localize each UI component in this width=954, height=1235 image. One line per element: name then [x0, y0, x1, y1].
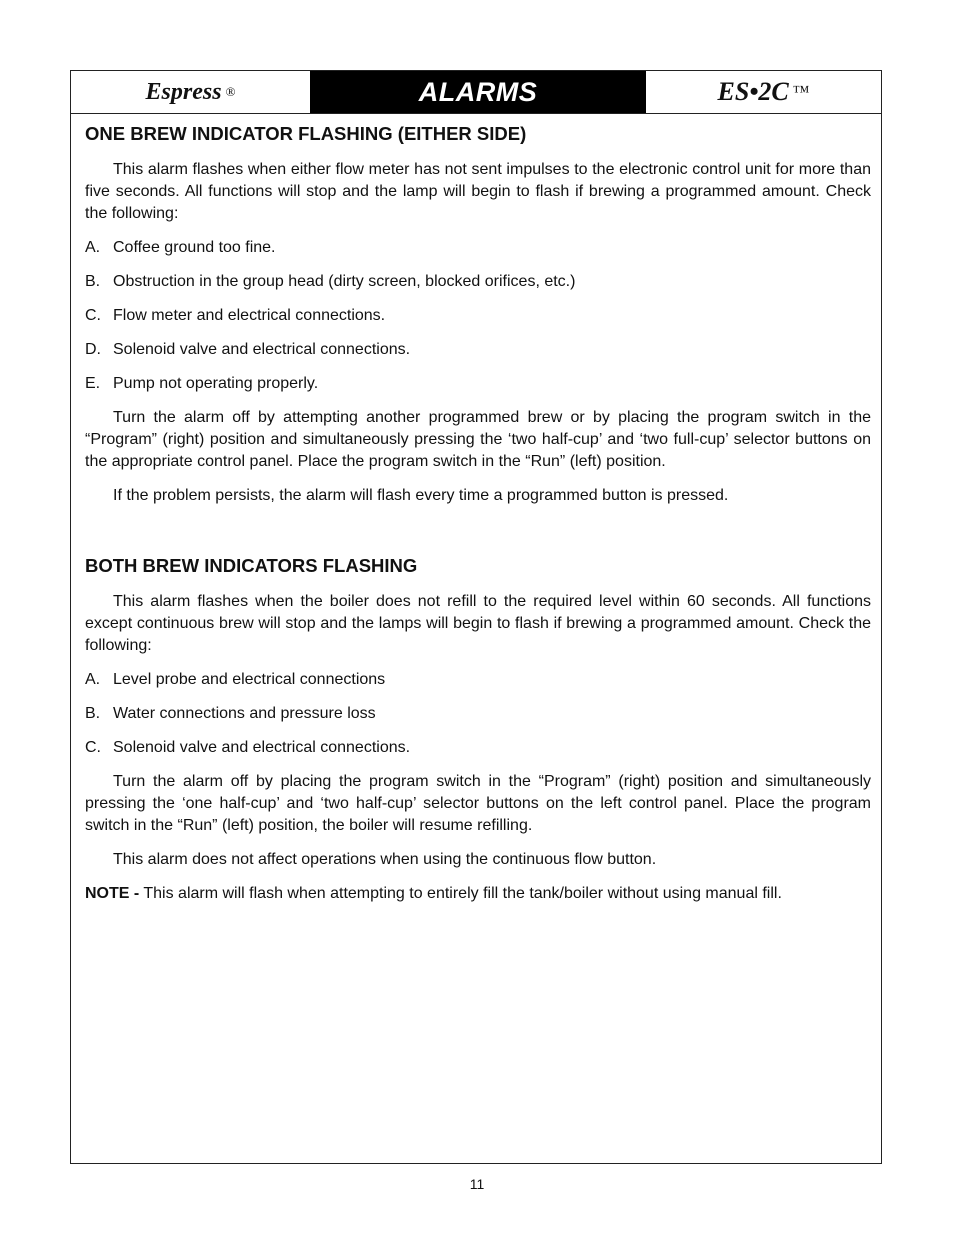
registered-mark: ® [225, 84, 236, 99]
checklist [85, 669, 871, 759]
list-item [85, 737, 871, 759]
list-label: A. [85, 239, 101, 256]
list-text: Flow meter and electrical connections. [113, 307, 386, 324]
note-label: NOTE - [85, 885, 140, 902]
page-frame [70, 70, 882, 1164]
page-title: ALARMS [310, 71, 646, 113]
list-item [85, 373, 871, 395]
list-item [85, 669, 871, 691]
list-label: E. [85, 375, 101, 392]
section-paragraph: Turn the alarm off by attempting another programmed brew or by placing the program switch in the “Program” (right) position and simultaneously pressing the ‘two half-cup’ and ‘two full-cup’ selector buttons on the appropriate control panel. Place the program switch in the “Run” (left) position. [85, 409, 871, 470]
section-heading: ONE BREW INDICATOR FLASHING (EITHER SIDE) [85, 123, 527, 144]
list-text: Pump not operating properly. [113, 375, 319, 392]
page-header [71, 71, 881, 114]
section-spacer [85, 519, 871, 555]
list-text: Coffee ground too fine. [113, 239, 276, 256]
section-paragraph: Turn the alarm off by placing the program switch in the “Program” (right) position and simultaneously pressing the ‘one half-cup’ and ‘two half-cup’ selector buttons on the left control panel. Place the program switch in the “Run” (left) position, the boiler will resume refilling. [85, 773, 871, 834]
list-label: B. [85, 273, 101, 290]
list-text: Level probe and electrical connections [113, 671, 386, 688]
list-text: Solenoid valve and electrical connections. [113, 341, 411, 358]
list-text: Solenoid valve and electrical connections. [113, 739, 411, 756]
note-paragraph [85, 883, 871, 905]
list-text: Water connections and pressure loss [113, 705, 376, 722]
section-intro: This alarm flashes when either flow meter has not sent impulses to the electronic control unit for more than five seconds. All functions will stop and the lamp will begin to flash if brewing a programmed amount. Check the following: [85, 161, 871, 222]
list-label: A. [85, 671, 101, 688]
section-paragraph: If the problem persists, the alarm will flash every time a programmed button is pressed. [113, 487, 729, 504]
page-content [85, 123, 871, 905]
list-item [85, 271, 871, 293]
list-item [85, 237, 871, 259]
list-label: D. [85, 341, 101, 358]
list-label: B. [85, 705, 101, 722]
list-label: C. [85, 739, 101, 756]
list-item [85, 339, 871, 361]
list-item [85, 305, 871, 327]
brand-name: Espress [145, 78, 222, 105]
brand-cell [71, 71, 310, 113]
list-item [85, 703, 871, 725]
section-intro: This alarm flashes when the boiler does not refill to the required level within 60 seconds. All functions except continuous brew will stop and the lamps will begin to flash if brewing a programmed amount. Check the following: [85, 593, 871, 654]
page-number: 11 [469, 1176, 485, 1192]
list-label: C. [85, 307, 101, 324]
trademark-mark: ™ [792, 82, 810, 101]
note-text: This alarm will flash when attempting to entirely fill the tank/boiler without using manual fill. [143, 885, 782, 902]
list-text: Obstruction in the group head (dirty screen, blocked orifices, etc.) [113, 273, 576, 290]
checklist [85, 237, 871, 395]
section-paragraph: This alarm does not affect operations when using the continuous flow button. [113, 851, 657, 868]
model-name: ES•2C [717, 77, 789, 106]
model-cell [646, 71, 881, 113]
section-heading: BOTH BREW INDICATORS FLASHING [85, 555, 418, 576]
